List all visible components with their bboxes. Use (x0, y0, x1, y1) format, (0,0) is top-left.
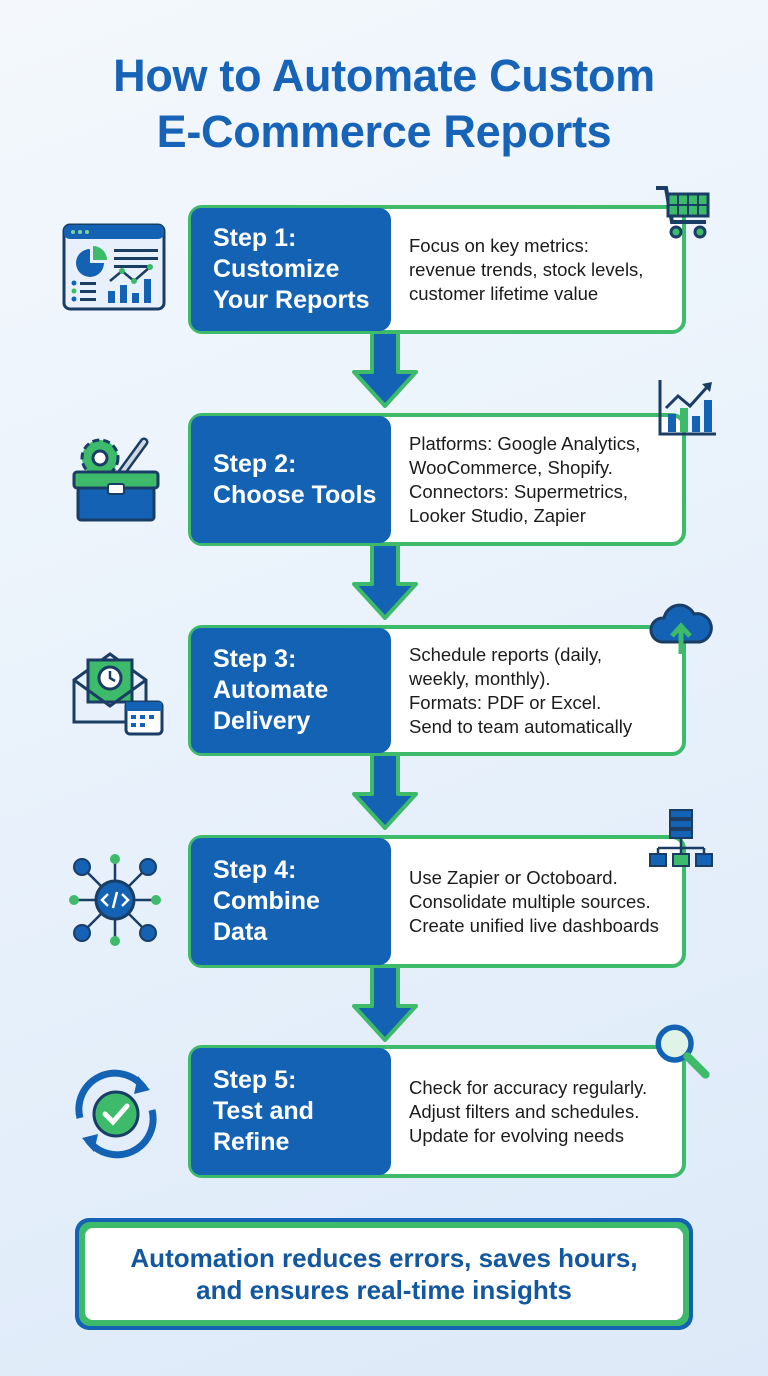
step-2-title: Step 2: Choose Tools (191, 416, 391, 543)
step-4-title: Step 4: Combine Data (191, 838, 391, 965)
step-2-card (188, 413, 686, 546)
cloud-upload-icon (648, 598, 714, 658)
code-network-icon (60, 845, 170, 955)
step-4-card (188, 835, 686, 968)
summary-banner: Automation reduces errors, saves hours, and ensures real-time insights (75, 1218, 693, 1330)
growth-chart-icon (654, 378, 720, 438)
step-2-description: Platforms: Google Analytics, WooCommerce, Shopify. Connectors: Supermetrics, Looker Studio, Zapier (409, 432, 641, 526)
server-hierarchy-icon (648, 808, 714, 868)
arrow-down-icon (350, 330, 420, 408)
page-title: How to Automate Custom E-Commerce Reports (113, 50, 655, 157)
step-5-title: Step 5: Test and Refine (191, 1048, 391, 1175)
step-3-description: Schedule reports (daily, weekly, monthly). Formats: PDF or Excel. Send to team automatically (409, 643, 633, 737)
dashboard-icon (60, 215, 170, 325)
step-1-title: Step 1: Customize Your Reports (191, 208, 391, 331)
step-3-title: Step 3: Automate Delivery (191, 628, 391, 753)
step-4-description: Use Zapier or Octoboard. Consolidate multiple sources. Create unified live dashboards (409, 866, 659, 936)
step-5-card (188, 1045, 686, 1178)
arrow-down-icon (350, 752, 420, 830)
email-schedule-icon (60, 640, 170, 750)
refresh-check-icon (60, 1058, 170, 1168)
magnifier-icon (648, 1020, 714, 1080)
arrow-down-icon (350, 964, 420, 1042)
shopping-cart-icon (652, 182, 718, 242)
step-1-card (188, 205, 686, 334)
toolbox-icon (60, 420, 170, 530)
step-1-description: Focus on key metrics: revenue trends, stock levels, customer lifetime value (409, 234, 644, 304)
step-5-description: Check for accuracy regularly. Adjust filters and schedules. Update for evolving needs (409, 1076, 648, 1146)
step-3-card (188, 625, 686, 756)
arrow-down-icon (350, 542, 420, 620)
